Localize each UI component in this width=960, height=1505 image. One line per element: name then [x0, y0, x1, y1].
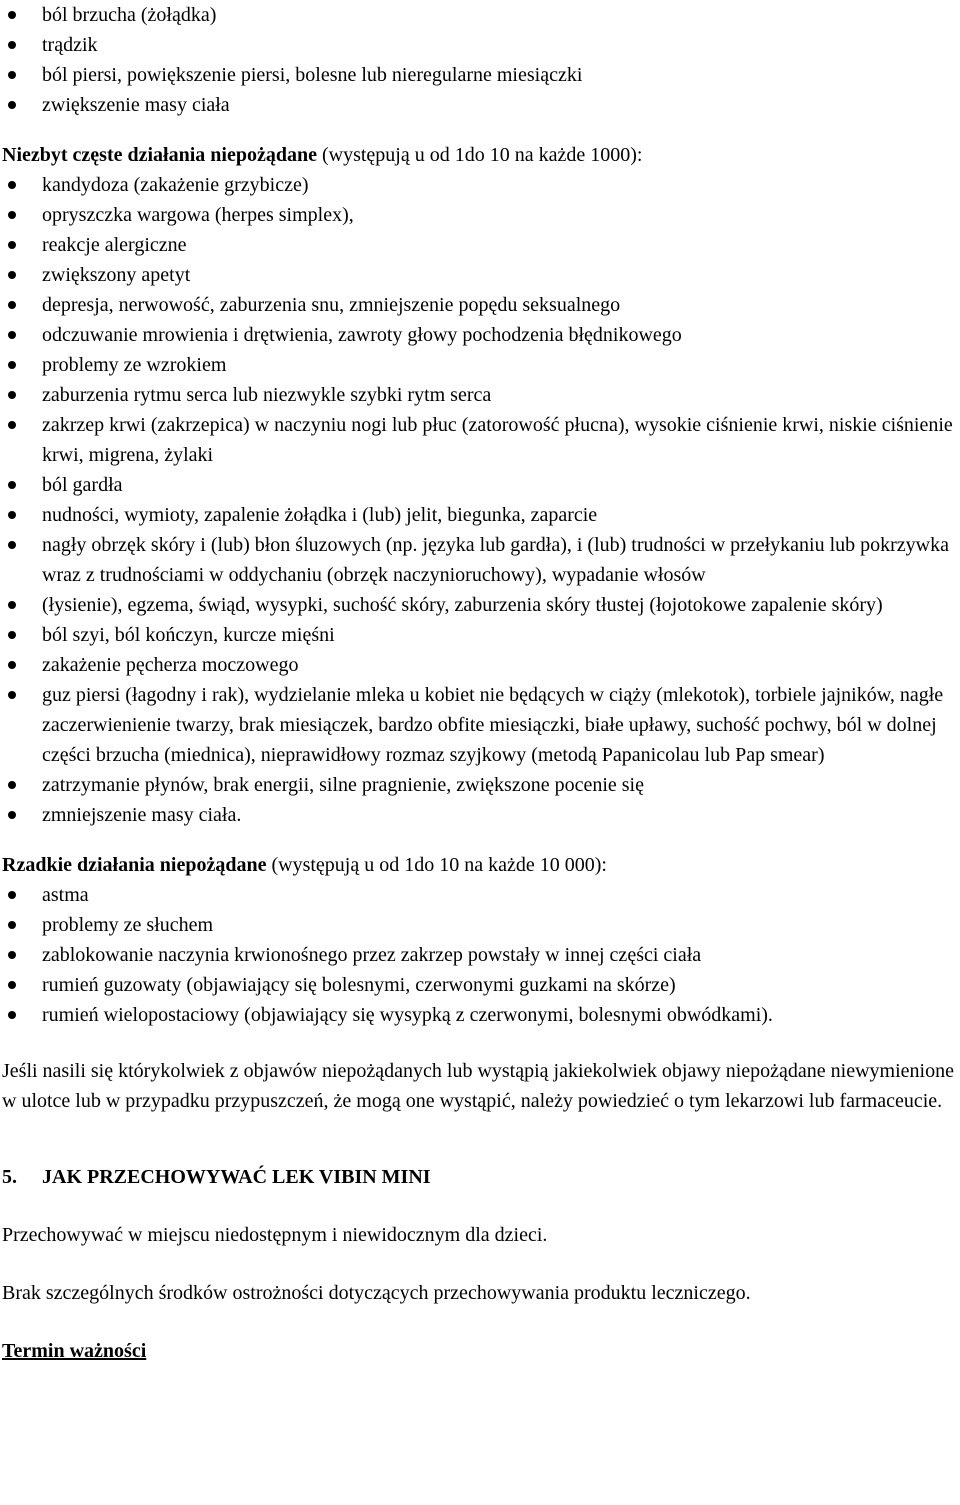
expiry-heading: Termin ważności: [2, 1340, 147, 1362]
list-item: [0, 260, 960, 290]
list-item-text: odczuwanie mrowienia i drętwienia, zawroty głowy pochodzenia błędnikowego: [42, 324, 682, 346]
list-item-text: trądzik: [42, 34, 98, 56]
common-effects-list-continued: [0, 0, 960, 120]
bullet-icon: [8, 661, 16, 669]
list-item-text: zaburzenia rytmu serca lub niezwykle szybki rytm serca: [42, 384, 492, 406]
bullet-icon: [8, 511, 16, 519]
list-item-text: zablokowanie naczynia krwionośnego przez zakrzep powstały w innej części ciała: [42, 944, 702, 966]
list-item: [0, 650, 960, 680]
list-item-text: ból szyi, ból kończyn, kurcze mięśni: [42, 624, 335, 646]
list-item-text: nagły obrzęk skóry i (lub) błon śluzowych (np. języka lub gardła), i (lub) trudności w przełykaniu lub pokrzywka wraz z trudnościami w oddychaniu (obrzęk naczynioruchowy), wypadanie włosów: [42, 534, 949, 586]
list-item: [0, 230, 960, 260]
list-item: [0, 380, 960, 410]
list-item-text: guz piersi (łagodny i rak), wydzielanie mleka u kobiet nie będących w ciąży (mlekotok), torbiele jajników, nagłe zaczerwienienie twarzy, brak miesiączek, bardzo obfite miesiączki, białe upławy, suchość pochwy, ból w dolnej części brzucha (miednica), nieprawidłowy rozmaz szyjkowy (metodą Papanicolau lub Pap smear): [42, 684, 944, 766]
section-title: JAK PRZECHOWYWAĆ LEK VIBIN MINI: [42, 1166, 431, 1188]
list-item-text: zakażenie pęcherza moczowego: [42, 654, 299, 676]
list-item: [0, 620, 960, 650]
list-item-text: nudności, wymioty, zapalenie żołądka i (lub) jelit, biegunka, zaparcie: [42, 504, 598, 526]
list-item: [0, 90, 960, 120]
bullet-icon: [8, 691, 16, 699]
section-number: 5.: [2, 1166, 17, 1188]
list-item: [0, 770, 960, 800]
list-item: [0, 470, 960, 500]
bullet-icon: [8, 361, 16, 369]
list-item: [0, 910, 960, 940]
uncommon-effects-heading: [0, 140, 960, 170]
list-item: [0, 320, 960, 350]
bullet-icon: [8, 981, 16, 989]
bullet-icon: [8, 241, 16, 249]
list-item: [0, 500, 960, 530]
list-item-text: reakcje alergiczne: [42, 234, 187, 256]
bullet-icon: [8, 11, 16, 19]
list-item-text: astma: [42, 884, 89, 906]
list-item-text: rumień wielopostaciowy (objawiający się wysypką z czerwonymi, bolesnymi obwódkami).: [42, 1004, 773, 1026]
list-item: [0, 410, 960, 470]
list-item-text: zmniejszenie masy ciała.: [42, 804, 242, 826]
bullet-icon: [8, 891, 16, 899]
bullet-icon: [8, 601, 16, 609]
list-item-text: opryszczka wargowa (herpes simplex),: [42, 204, 354, 226]
list-item-text: zwiększony apetyt: [42, 264, 191, 286]
report-side-effects-paragraph: Jeśli nasili się którykolwiek z objawów niepożądanych lub wystąpią jakiekolwiek objawy niepożądane niewymienione w ulotce lub w przypadku przypuszczeń, że mogą one wystąpić, należy powiedzieć o tym lekarzowi lub farmaceucie.: [2, 1060, 954, 1112]
list-item: [0, 200, 960, 230]
bullet-icon: [8, 811, 16, 819]
list-item-text: ból gardła: [42, 474, 123, 496]
list-item: [0, 880, 960, 910]
list-item-text: rumień guzowaty (objawiający się bolesnymi, czerwonymi guzkami na skórze): [42, 974, 676, 996]
bullet-icon: [8, 1011, 16, 1019]
list-item: [0, 680, 960, 770]
list-item: [0, 800, 960, 830]
bullet-icon: [8, 391, 16, 399]
storage-paragraph-children: Przechowywać w miejscu niedostępnym i niewidocznym dla dzieci.: [2, 1224, 548, 1246]
list-item-text: problemy ze słuchem: [42, 914, 214, 936]
uncommon-effects-list: [0, 170, 960, 830]
bullet-icon: [8, 41, 16, 49]
bullet-icon: [8, 181, 16, 189]
bullet-icon: [8, 101, 16, 109]
bullet-icon: [8, 541, 16, 549]
rare-effects-heading: [0, 850, 960, 880]
list-item-text: depresja, nerwowość, zaburzenia snu, zmniejszenie popędu seksualnego: [42, 294, 621, 316]
list-item: [0, 590, 960, 620]
list-item: [0, 290, 960, 320]
bullet-icon: [8, 271, 16, 279]
list-item-text: zwiększenie masy ciała: [42, 94, 230, 116]
list-item: [0, 940, 960, 970]
bullet-icon: [8, 301, 16, 309]
bullet-icon: [8, 211, 16, 219]
bullet-icon: [8, 71, 16, 79]
list-item: [0, 60, 960, 90]
rare-effects-heading-rest: (występują u od 1do 10 na każde 10 000):: [266, 854, 607, 876]
list-item: [0, 30, 960, 60]
bullet-icon: [8, 331, 16, 339]
bullet-icon: [8, 421, 16, 429]
bullet-icon: [8, 481, 16, 489]
uncommon-effects-heading-rest: (występują u od 1do 10 na każde 1000):: [316, 144, 643, 166]
list-item-text: (łysienie), egzema, świąd, wysypki, suchość skóry, zaburzenia skóry tłustej (łojotokowe zapalenie skóry): [42, 594, 883, 616]
list-item: [0, 970, 960, 1000]
list-item: [0, 170, 960, 200]
bullet-icon: [8, 781, 16, 789]
list-item-text: zakrzep krwi (zakrzepica) w naczyniu nogi lub płuc (zatorowość płucna), wysokie ciśnienie krwi, niskie ciśnienie krwi, migrena, żylaki: [42, 414, 953, 466]
bullet-icon: [8, 921, 16, 929]
list-item: [0, 1000, 960, 1030]
section-5-heading: [0, 1162, 960, 1192]
rare-effects-list: [0, 880, 960, 1030]
rare-effects-heading-bold: Rzadkie działania niepożądane: [2, 854, 267, 876]
list-item-text: kandydoza (zakażenie grzybicze): [42, 174, 309, 196]
list-item-text: problemy ze wzrokiem: [42, 354, 227, 376]
list-item-text: zatrzymanie płynów, brak energii, silne pragnienie, zwiększone pocenie się: [42, 774, 644, 796]
list-item: [0, 0, 960, 30]
list-item: [0, 350, 960, 380]
list-item-text: ból piersi, powiększenie piersi, bolesne lub nieregularne miesiączki: [42, 64, 583, 86]
bullet-icon: [8, 951, 16, 959]
uncommon-effects-heading-bold: Niezbyt częste działania niepożądane: [2, 144, 317, 166]
list-item: [0, 530, 960, 590]
bullet-icon: [8, 631, 16, 639]
storage-paragraph-conditions: Brak szczególnych środków ostrożności dotyczących przechowywania produktu leczniczego.: [2, 1282, 751, 1304]
list-item-text: ból brzucha (żołądka): [42, 4, 217, 26]
